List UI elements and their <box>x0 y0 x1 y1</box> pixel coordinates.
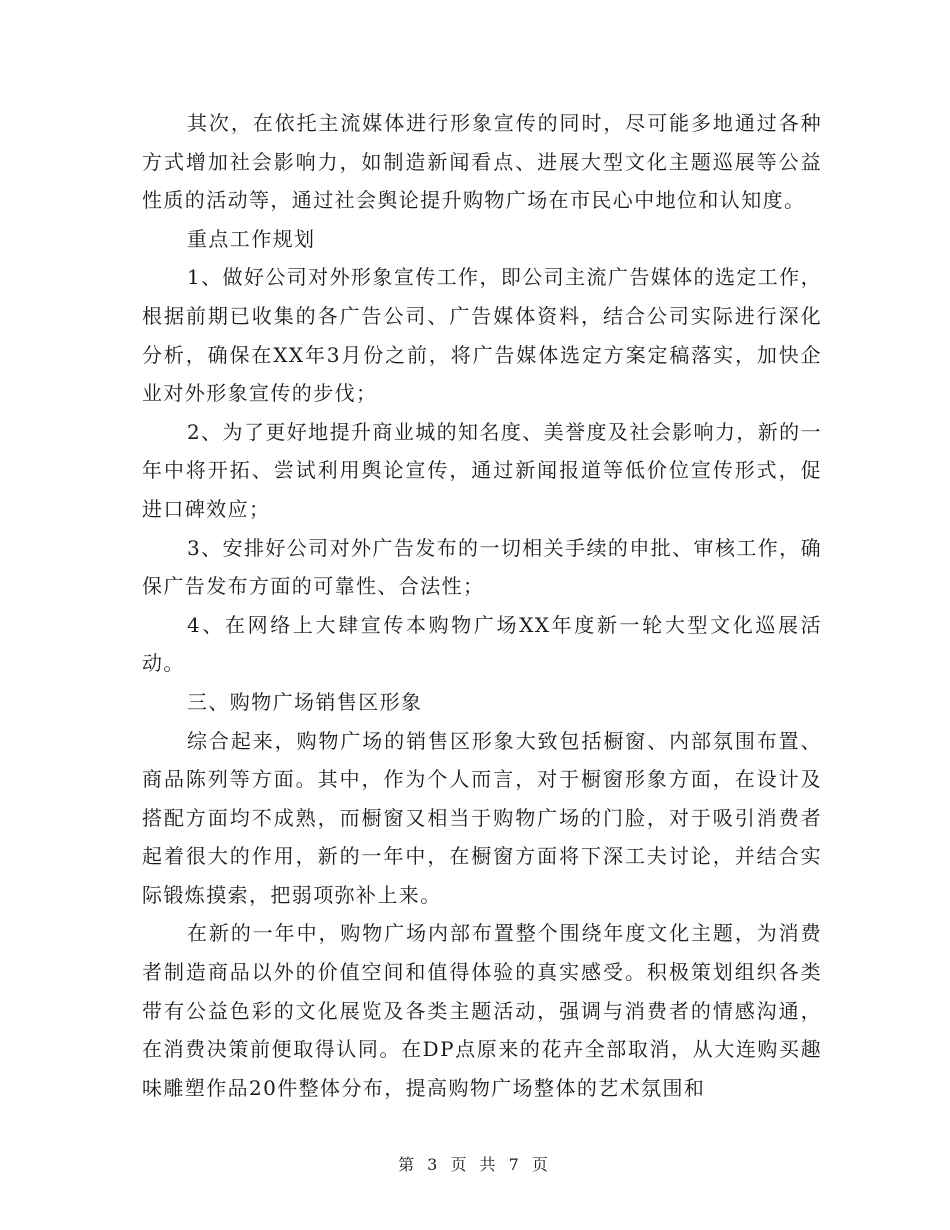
paragraph-sales-area-summary: 综合起来，购物广场的销售区形象大致包括橱窗、内部氛围布置、商品陈列等方面。其中，作为个人而言，对于橱窗形象方面，在设计及搭配方面均不成熟，而橱窗又相当于购物广场的门脸，对于吸引消费者起着很大的作用，新的一年中，在橱窗方面将下深工夫讨论，并结合实际锻炼摸索，把弱项弥补上来。 <box>142 728 822 907</box>
paragraph-interior-layout: 在新的一年中，购物广场内部布置整个围绕年度文化主题，为消费者制造商品以外的价值空间和值得体验的真实感受。积极策划组织各类带有公益色彩的文化展览及各类主题活动，强调与消费者的情感沟通，在消费决策前便取得认同。在DP点原来的花卉全部取消，从大连购买趣味雕塑作品20件整体分布，提高购物广场整体的艺术氛围和 <box>142 921 822 1100</box>
paragraph-item-4: 4、在网络上大肆宣传本购物广场XX年度新一轮大型文化巡展活动。 <box>142 612 822 676</box>
heading-sales-area-image: 三、购物广场销售区形象 <box>187 689 423 714</box>
paragraph-item-1: 1、做好公司对外形象宣传工作，即公司主流广告媒体的选定工作，根据前期已收集的各广告公司、广告媒体资料，结合公司实际进行深化分析，确保在XX年3月份之前，将广告媒体选定方案定稿落实，加快企业对外形象宣传的步伐； <box>142 265 822 406</box>
document-body <box>142 104 822 1107</box>
page-number-footer: 第 3 页 共 7 页 <box>398 1155 552 1174</box>
paragraph-publicity-influence: 其次，在依托主流媒体进行形象宣传的同时，尽可能多地通过各种方式增加社会影响力，如制造新闻看点、进展大型文化主题巡展等公益性质的活动等，通过社会舆论提升购物广场在市民心中地位和认知度。 <box>142 111 822 213</box>
heading-key-work-plan: 重点工作规划 <box>187 226 316 251</box>
paragraph-item-3: 3、安排好公司对外广告发布的一切相关手续的申批、审核工作，确保广告发布方面的可靠性、合法性； <box>142 535 822 599</box>
paragraph-item-2: 2、为了更好地提升商业城的知名度、美誉度及社会影响力，新的一年中将开拓、尝试利用舆论宣传，通过新闻报道等低价位宣传形式，促进口碑效应； <box>142 419 822 521</box>
